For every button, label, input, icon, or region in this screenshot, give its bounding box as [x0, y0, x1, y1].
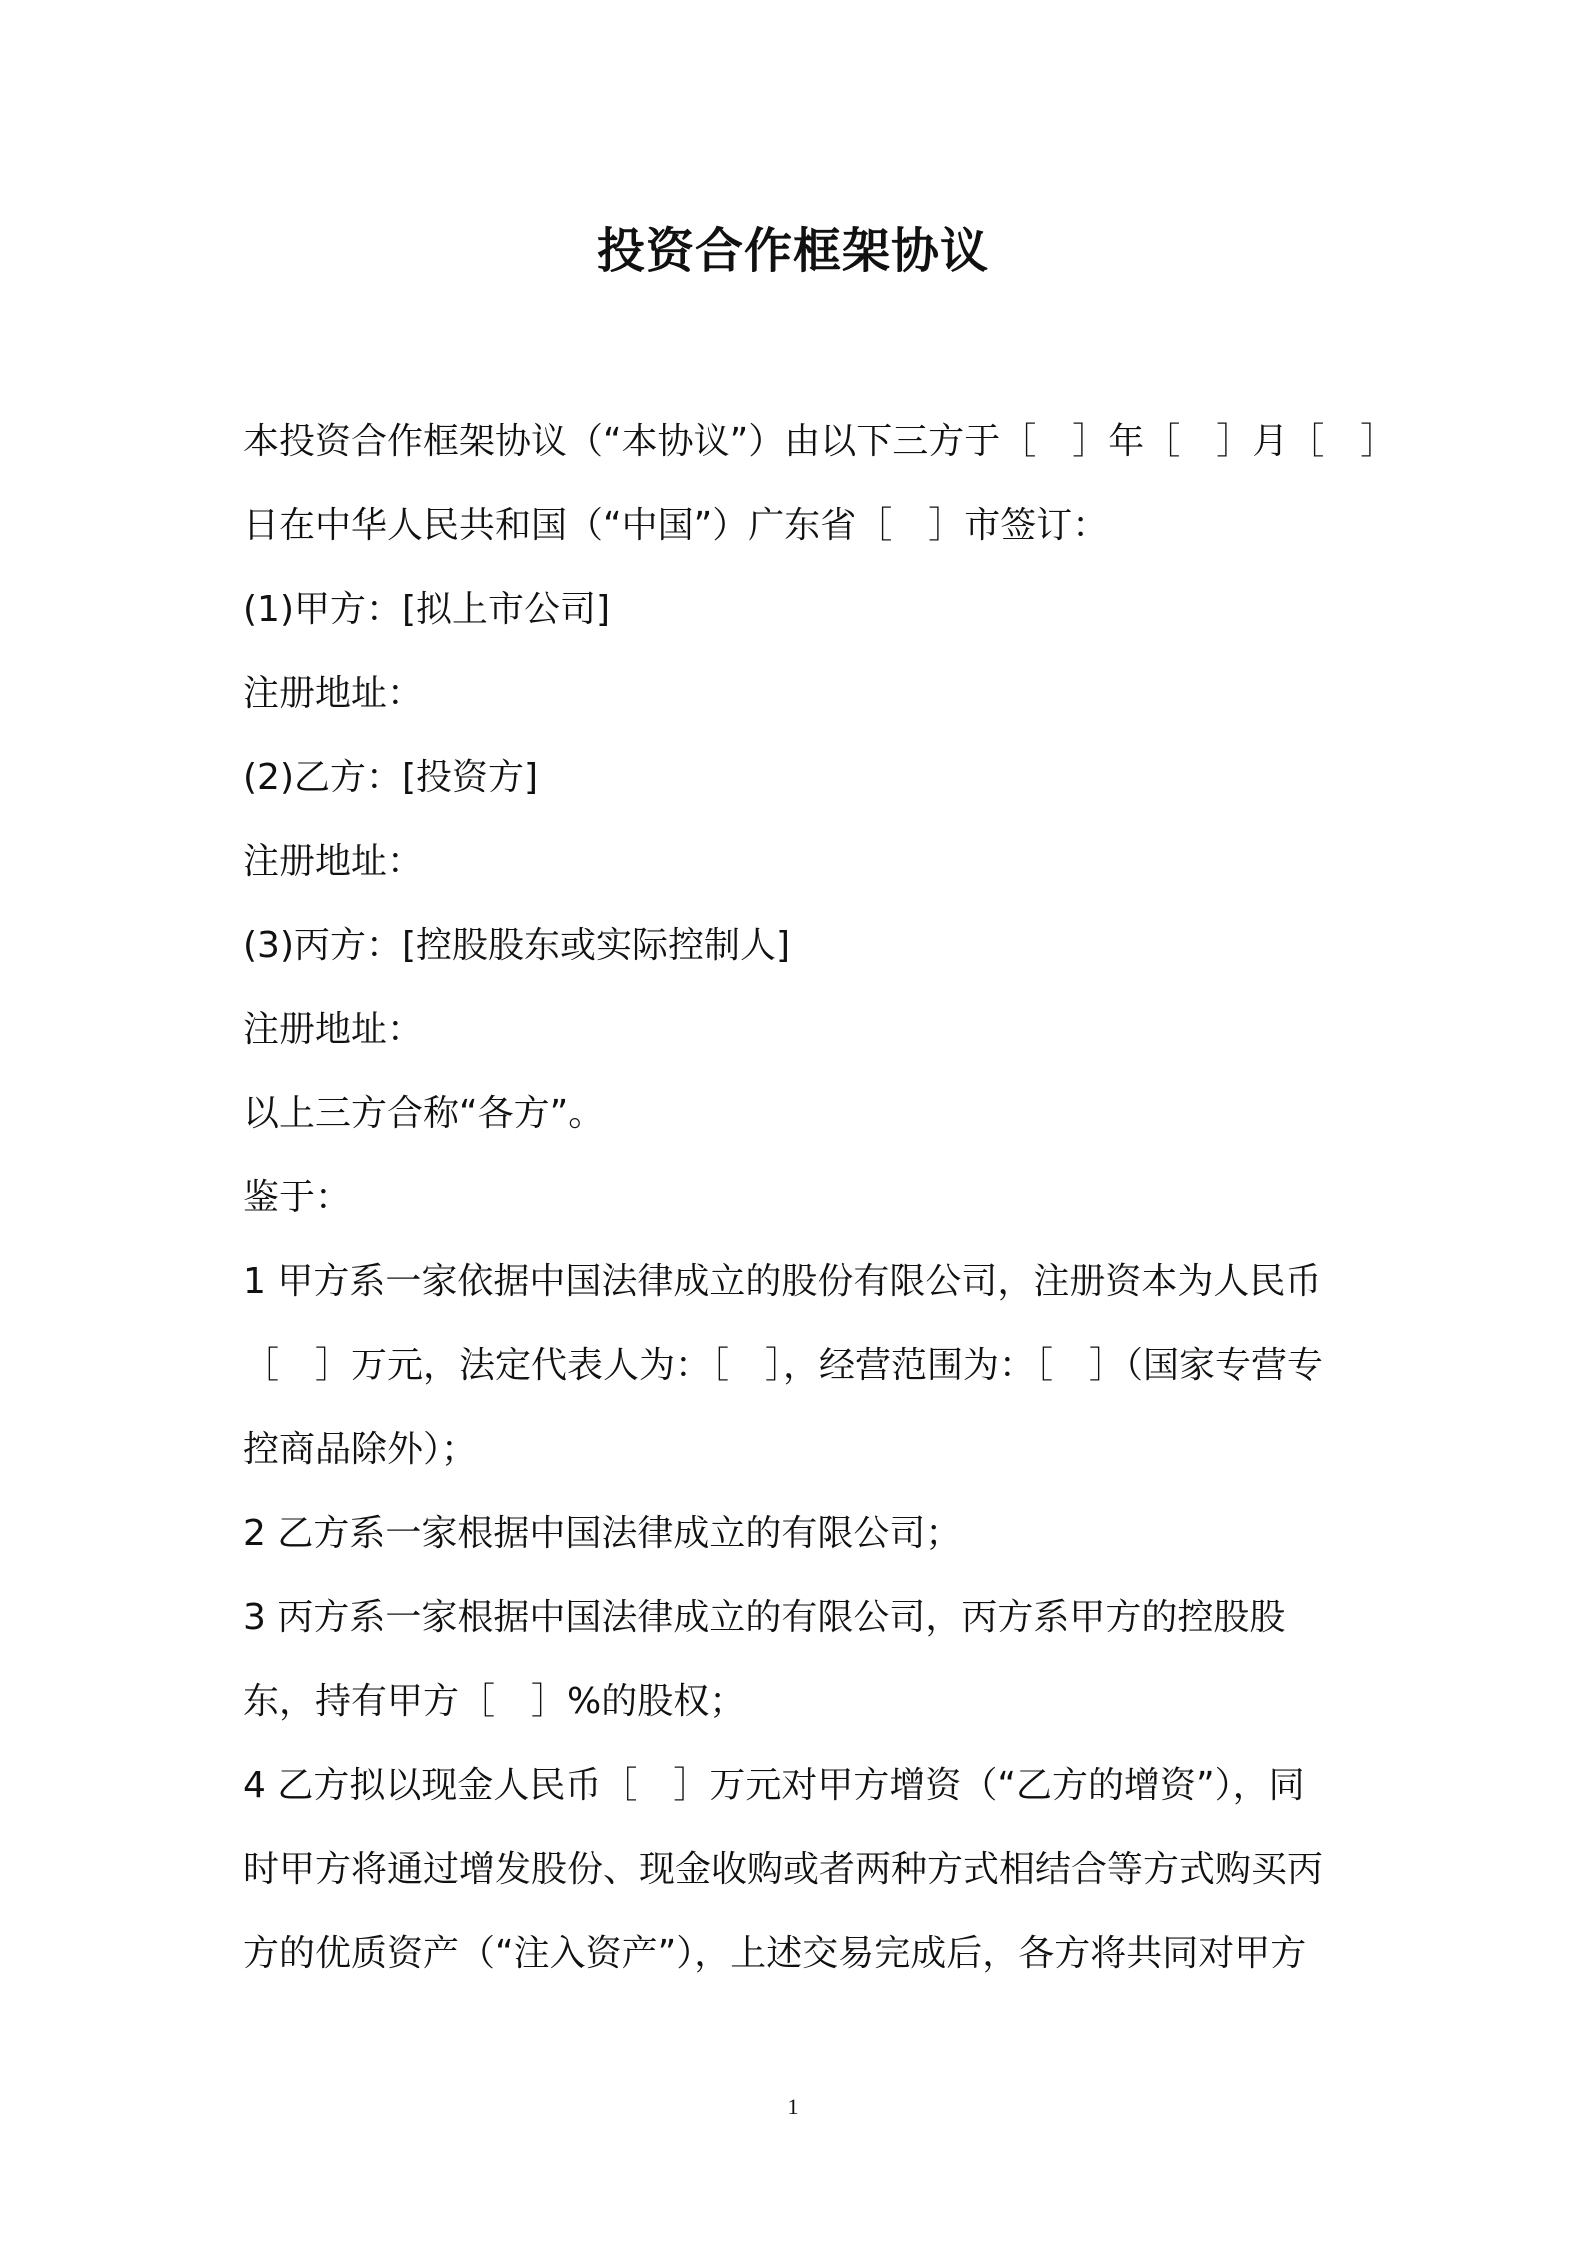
party-c-line: (3)丙方：[控股股东或实际控制人]	[243, 925, 791, 966]
body-line: 本投资合作框架协议（“本协议”）由以下三方于［ ］年［ ］月［ ］	[243, 421, 1397, 462]
parties-collective-line: 以上三方合称“各方”。	[243, 1093, 605, 1134]
recital-line: 东，持有甲方［ ］%的股权；	[243, 1681, 746, 1722]
whereas-heading: 鉴于：	[243, 1177, 352, 1218]
recital-line: 4 乙方拟以现金人民币［ ］万元对甲方增资（“乙方的增资”），同	[243, 1765, 1305, 1806]
recital-line: 2 乙方系一家根据中国法律成立的有限公司；	[243, 1513, 962, 1554]
registered-address-line: 注册地址：	[243, 841, 424, 882]
recital-line: 方的优质资产（“注入资产”），上述交易完成后，各方将共同对甲方	[243, 1933, 1307, 1974]
recital-line: 3 丙方系一家根据中国法律成立的有限公司，丙方系甲方的控股股	[243, 1597, 1286, 1638]
recital-line: ［ ］万元，法定代表人为：［ ］，经营范围为：［ ］（国家专营专	[243, 1345, 1324, 1386]
party-a-line: (1)甲方：[拟上市公司]	[243, 589, 611, 630]
registered-address-line: 注册地址：	[243, 1009, 424, 1050]
document-title: 投资合作框架协议	[596, 223, 989, 279]
recital-line: 时甲方将通过增发股份、现金收购或者两种方式相结合等方式购买丙	[243, 1849, 1324, 1890]
recital-line: 控商品除外）；	[243, 1429, 478, 1470]
body-line: 日在中华人民共和国（“中国”）广东省［ ］市签订：	[243, 505, 1109, 546]
party-b-line: (2)乙方：[投资方]	[243, 757, 539, 798]
document-body	[243, 400, 1397, 1996]
recital-line: 1 甲方系一家依据中国法律成立的股份有限公司，注册资本为人民币	[243, 1261, 1322, 1302]
page-number: 1	[787, 2094, 799, 2119]
registered-address-line: 注册地址：	[243, 673, 424, 714]
